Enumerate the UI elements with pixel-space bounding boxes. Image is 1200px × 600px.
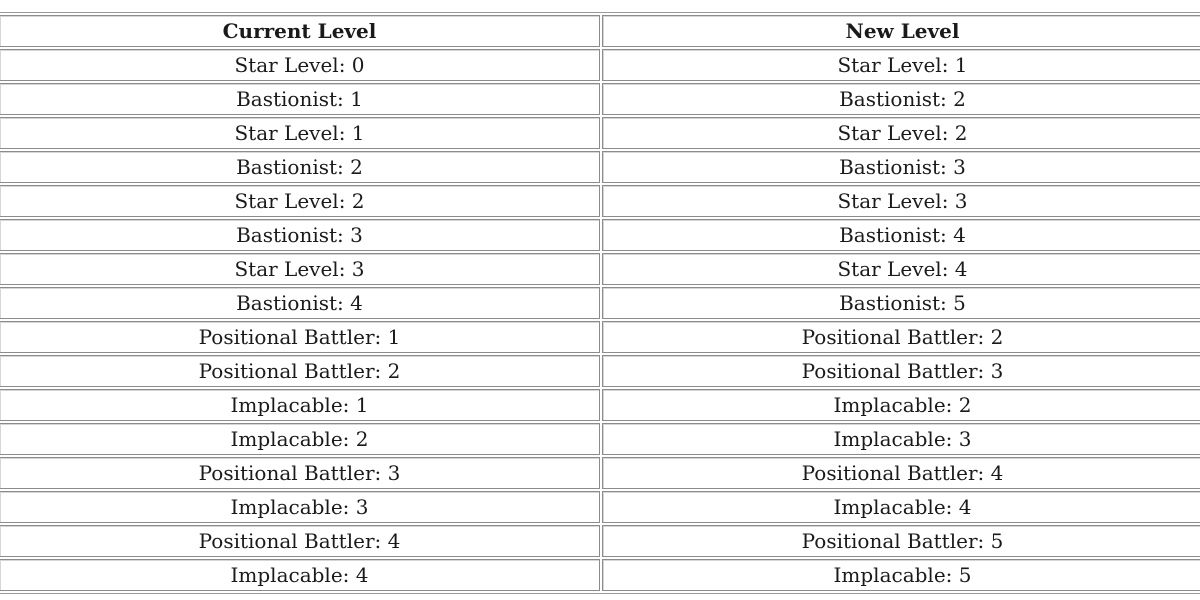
new-level-cell: Implacable: 4 <box>602 491 1200 523</box>
current-level-cell: Bastionist: 3 <box>0 219 600 251</box>
table-row <box>0 457 1200 489</box>
new-level-cell: Bastionist: 2 <box>602 83 1200 115</box>
header-new-level: New Level <box>602 15 1200 47</box>
new-level-cell: Star Level: 3 <box>602 185 1200 217</box>
new-level-cell: Implacable: 2 <box>602 389 1200 421</box>
table-row <box>0 83 1200 115</box>
new-level-cell: Positional Battler: 2 <box>602 321 1200 353</box>
table-row <box>0 219 1200 251</box>
new-level-cell: Implacable: 3 <box>602 423 1200 455</box>
table-header <box>0 15 1200 47</box>
current-level-cell: Implacable: 2 <box>0 423 600 455</box>
table-row <box>0 559 1200 591</box>
table-row <box>0 525 1200 557</box>
new-level-cell: Positional Battler: 4 <box>602 457 1200 489</box>
header-row <box>0 15 1200 47</box>
table-row <box>0 287 1200 319</box>
new-level-cell: Bastionist: 3 <box>602 151 1200 183</box>
table-row <box>0 321 1200 353</box>
current-level-cell: Implacable: 4 <box>0 559 600 591</box>
current-level-cell: Positional Battler: 4 <box>0 525 600 557</box>
current-level-cell: Positional Battler: 1 <box>0 321 600 353</box>
new-level-cell: Star Level: 1 <box>602 49 1200 81</box>
new-level-cell: Positional Battler: 3 <box>602 355 1200 387</box>
current-level-cell: Positional Battler: 2 <box>0 355 600 387</box>
current-level-cell: Star Level: 2 <box>0 185 600 217</box>
new-level-cell: Positional Battler: 5 <box>602 525 1200 557</box>
level-table-container <box>0 12 1200 594</box>
current-level-cell: Star Level: 0 <box>0 49 600 81</box>
current-level-cell: Star Level: 1 <box>0 117 600 149</box>
table-row <box>0 151 1200 183</box>
current-level-cell: Positional Battler: 3 <box>0 457 600 489</box>
table-row <box>0 355 1200 387</box>
table-row <box>0 253 1200 285</box>
new-level-cell: Star Level: 2 <box>602 117 1200 149</box>
table-row <box>0 49 1200 81</box>
table-row <box>0 389 1200 421</box>
table-row <box>0 491 1200 523</box>
new-level-cell: Star Level: 4 <box>602 253 1200 285</box>
current-level-cell: Bastionist: 4 <box>0 287 600 319</box>
new-level-cell: Implacable: 5 <box>602 559 1200 591</box>
current-level-cell: Implacable: 3 <box>0 491 600 523</box>
level-upgrade-table <box>0 12 1200 594</box>
header-current-level: Current Level <box>0 15 600 47</box>
table-row <box>0 423 1200 455</box>
table-row <box>0 117 1200 149</box>
new-level-cell: Bastionist: 5 <box>602 287 1200 319</box>
current-level-cell: Star Level: 3 <box>0 253 600 285</box>
table-row <box>0 185 1200 217</box>
current-level-cell: Bastionist: 2 <box>0 151 600 183</box>
current-level-cell: Bastionist: 1 <box>0 83 600 115</box>
table-body <box>0 49 1200 591</box>
new-level-cell: Bastionist: 4 <box>602 219 1200 251</box>
current-level-cell: Implacable: 1 <box>0 389 600 421</box>
